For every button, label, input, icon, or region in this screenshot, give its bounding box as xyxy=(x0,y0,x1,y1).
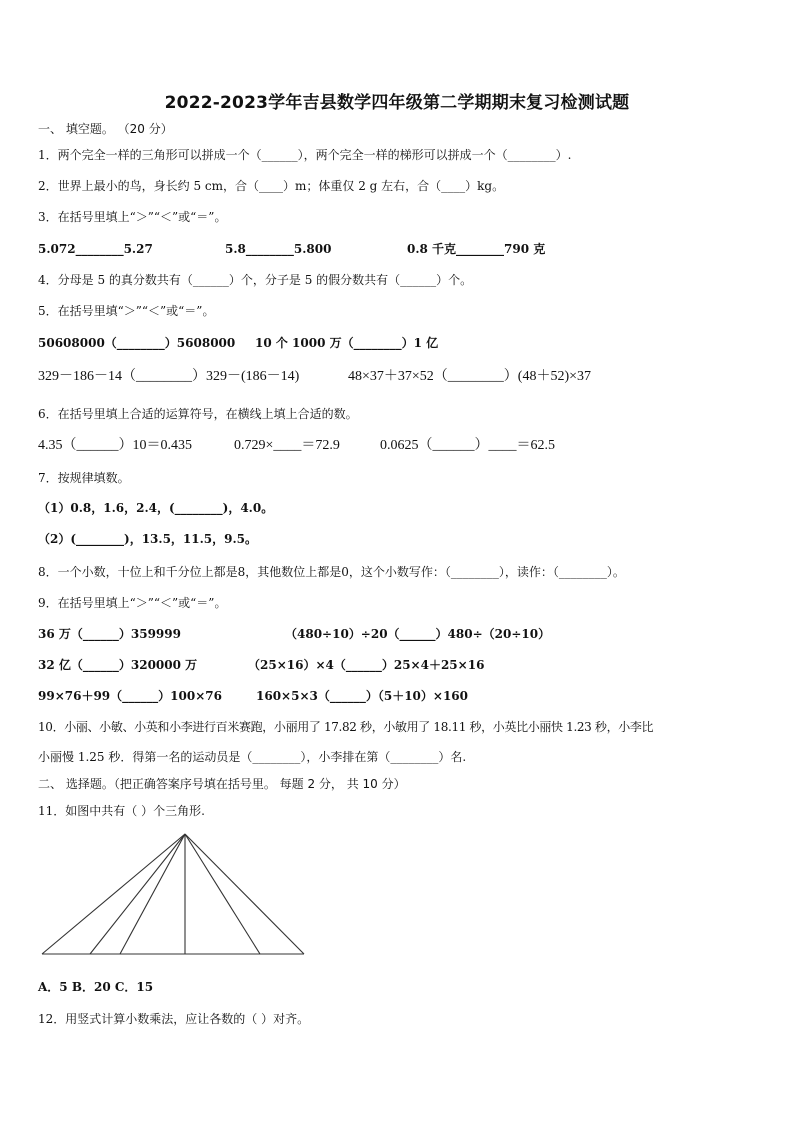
question-9-row-3-item-1: 99×76＋99（______）100×76 xyxy=(38,689,222,703)
question-5-row-2-item-1: 329－186－14（________）329－(186－14) xyxy=(38,369,300,384)
question-6: 6．在括号里填上合适的运算符号，在横线上填上合适的数。 xyxy=(38,407,358,421)
question-3-item-2: 5.8________5.800 xyxy=(225,242,332,256)
question-9-row-1-item-2: （480÷10）÷20（______）480÷（20÷10） xyxy=(285,627,551,641)
question-6-item-2: 0.729×____＝72.9 xyxy=(234,438,340,453)
triangle-figure xyxy=(38,828,318,960)
question-8: 8．一个小数，十位上和千分位上都是8，其他数位上都是0，这个小数写作：（________），读作：（________）。 xyxy=(38,565,625,579)
question-9: 9．在括号里填上“＞”“＜”或“＝”。 xyxy=(38,596,227,610)
section-1-heading: 一、 填空题。 （20 分） xyxy=(38,122,173,136)
question-3: 3．在括号里填上“＞”“＜”或“＝”。 xyxy=(38,210,227,224)
question-3-item-1: 5.072________5.27 xyxy=(38,242,153,256)
question-9-row-2-item-1: 32 亿（______）320000 万 xyxy=(38,658,198,672)
page-title: 2022-2023学年吉县数学四年级第二学期期末复习检测试题 xyxy=(164,93,630,113)
left-edge xyxy=(42,834,185,954)
section-2-heading: 二、 选择题。（把正确答案序号填在括号里。 每题 2 分， 共 10 分） xyxy=(38,777,406,791)
question-7: 7．按规律填数。 xyxy=(38,471,130,485)
question-10-line-2: 小丽慢 1.25 秒．得第一名的运动员是（________），小李排在第（________）名. xyxy=(38,750,467,764)
inner-line-4 xyxy=(185,834,260,954)
question-9-row-3-item-2: 160×5×3（______）（5＋10）×160 xyxy=(256,689,469,703)
question-5: 5．在括号里填“＞”“＜”或“＝”。 xyxy=(38,304,215,318)
question-9-row-1-item-1: 36 万（______）359999 xyxy=(38,627,181,641)
question-4: 4．分母是 5 的真分数共有（______）个，分子是 5 的假分数共有（______）个。 xyxy=(38,273,473,287)
question-12: 12．用竖式计算小数乘法，应让各数的（ ）对齐。 xyxy=(38,1012,310,1026)
question-11: 11．如图中共有（ ）个三角形. xyxy=(38,804,205,818)
question-7-part-1: （1）0.8，1.6，2.4，(________)，4.0。 xyxy=(38,501,274,515)
question-3-item-3: 0.8 千克________790 克 xyxy=(407,242,546,256)
question-5-row-2-item-2: 48×37＋37×52（________）(48＋52)×37 xyxy=(348,369,592,384)
inner-line-1 xyxy=(90,834,185,954)
inner-line-2 xyxy=(120,834,185,954)
question-5-row-1-item-2: 10 个 1000 万（________）1 亿 xyxy=(255,336,439,350)
question-1: 1．两个完全一样的三角形可以拼成一个（______），两个完全一样的梯形可以拼成一个（________）. xyxy=(38,148,572,162)
right-edge xyxy=(185,834,304,954)
question-7-part-2: （2）(________)，13.5，11.5，9.5。 xyxy=(38,532,258,546)
question-10-line-1: 10．小丽、小敏、小英和小李进行百米赛跑，小丽用了 17.82 秒，小敏用了 18.11 秒，小英比小丽快 1.23 秒，小李比 xyxy=(38,720,654,734)
question-6-item-3: 0.0625（______）____＝62.5 xyxy=(380,438,555,453)
question-6-item-1: 4.35（______）10＝0.435 xyxy=(38,438,192,453)
triangle-lines xyxy=(42,834,304,954)
question-11-options: A．5 B．20 C．15 xyxy=(38,980,154,994)
question-5-row-1-item-1: 50608000（________）5608000 xyxy=(38,336,236,350)
question-2: 2．世界上最小的鸟，身长约 5 cm，合（____）m；体重仅 2 g 左右，合（____）kg。 xyxy=(38,179,505,193)
question-9-row-2-item-2: （25×16）×4（______）25×4＋25×16 xyxy=(248,658,485,672)
